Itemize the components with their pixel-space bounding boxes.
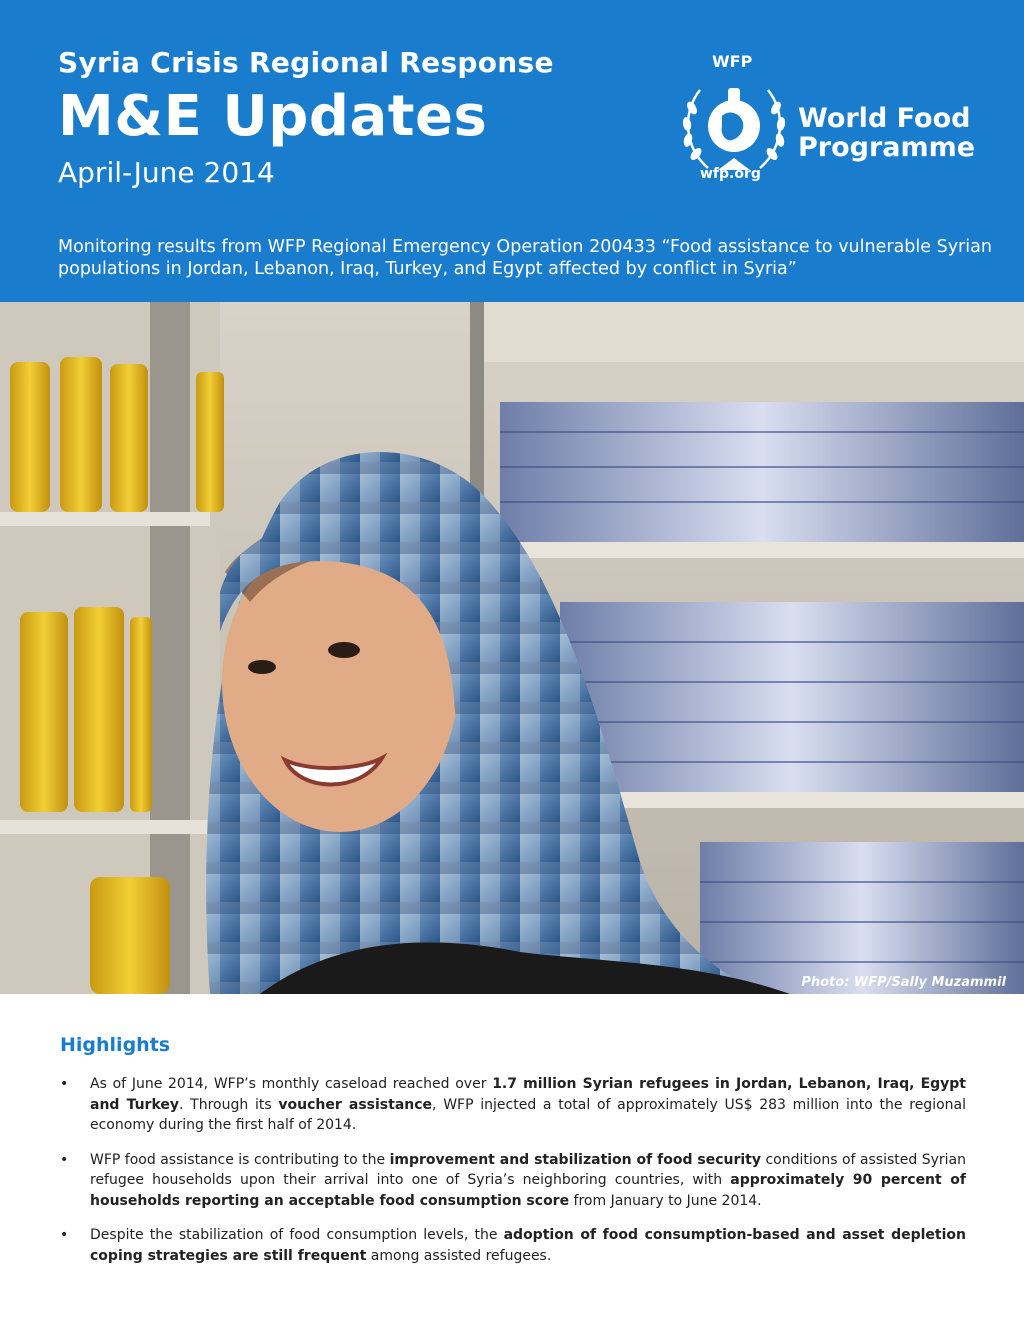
- report-description: Monitoring results from WFP Regional Emergency Operation 200433 “Food assistance to vulnerable Syrian populations in Jordan, Lebanon, Iraq, Turkey, and Egypt affected by conflict in Syria”: [58, 237, 992, 279]
- highlight-text: among assisted refugees.: [366, 1247, 552, 1264]
- logo-url: wfp.org: [700, 166, 761, 182]
- highlight-emphasis: adoption of food consumption-based and asset depletion coping strategies are still frequent: [90, 1227, 966, 1264]
- logo-name: [798, 104, 975, 162]
- highlight-text: from January to June 2014.: [569, 1192, 762, 1209]
- highlight-emphasis: voucher assistance: [278, 1096, 433, 1113]
- bullet-marker: •: [60, 1076, 69, 1092]
- logo-acronym: WFP: [712, 52, 753, 71]
- highlight-text: , WFP injected a total of approximately US$ 283 million into the regional economy during the first half of 2014.: [90, 1096, 966, 1133]
- highlight-item: [60, 1150, 966, 1212]
- highlights-heading: Highlights: [60, 1034, 171, 1056]
- report-title: M&E Updates: [58, 84, 488, 149]
- highlight-item: [60, 1074, 966, 1136]
- bullet-marker: •: [60, 1151, 69, 1168]
- report-period: April-June 2014: [58, 156, 275, 189]
- logo-name-line1: World Food: [798, 103, 971, 134]
- cover-photo-illustration: [0, 302, 1024, 994]
- report-header: [0, 0, 1024, 302]
- cover-photo: [0, 302, 1024, 994]
- highlight-text: Despite the stabilization of food consumption levels, the: [90, 1227, 504, 1243]
- highlight-emphasis: approximately 90 percent of households reporting an acceptable food consumption score: [90, 1172, 966, 1209]
- wfp-logo: [678, 50, 998, 190]
- highlight-text: WFP food assistance is contributing to the: [90, 1151, 390, 1168]
- report-series: Syria Crisis Regional Response: [58, 46, 554, 79]
- bullet-marker: •: [60, 1227, 69, 1243]
- highlight-text: . Through its: [179, 1096, 279, 1113]
- highlight-text: As of June 2014, WFP’s monthly caseload reached over: [90, 1076, 493, 1092]
- highlight-emphasis: improvement and stabilization of food security: [389, 1151, 761, 1168]
- highlight-item: [60, 1225, 966, 1266]
- highlight-emphasis: 1.7 million Syrian refugees in Jordan, Lebanon, Iraq, Egypt and Turkey: [90, 1076, 966, 1113]
- highlight-text: conditions of assisted Syrian refugee households upon their arrival into one of Syria’s neighboring countries, with: [90, 1151, 967, 1188]
- photo-credit: Photo: WFP/Sally Muzammil: [801, 975, 1006, 990]
- highlights-list: [60, 1074, 966, 1280]
- logo-name-line2: Programme: [798, 132, 976, 163]
